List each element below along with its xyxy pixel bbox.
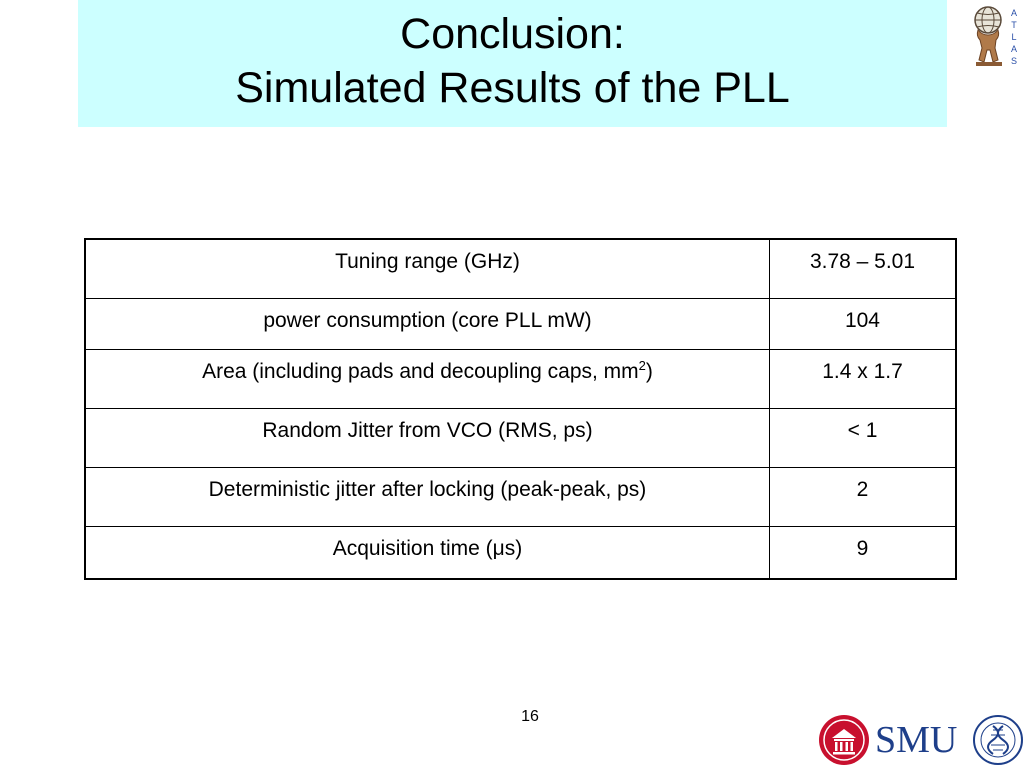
table-cell-label-text: Area (including pads and decoupling caps, mm (202, 359, 639, 383)
table-cell-value: 3.78 – 5.01 (769, 239, 956, 298)
smu-wordmark: SMU (875, 719, 958, 761)
table-cell-label: Deterministic jitter after locking (peak-peak, ps) (85, 467, 769, 526)
table-cell-value: 9 (769, 526, 956, 579)
svg-text:A: A (1010, 44, 1018, 54)
svg-text:T: T (1011, 20, 1017, 30)
slide-title-line-2: Simulated Results of the PLL (235, 63, 790, 112)
smu-seal-icon (818, 714, 870, 766)
table-cell-label-suffix: ) (645, 359, 653, 383)
table-cell-value: < 1 (769, 408, 956, 467)
pll-results-table (84, 238, 957, 580)
table-cell-label: Tuning range (GHz) (85, 239, 769, 298)
table-row (85, 526, 956, 579)
table-row (85, 239, 956, 298)
academia-sinica-seal-icon (973, 714, 1023, 766)
table-cell-value: 1.4 x 1.7 (769, 349, 956, 408)
page-number: 16 (521, 708, 539, 725)
table-cell-label: Acquisition time (μs) (85, 526, 769, 579)
superscript-2: 2 (638, 357, 646, 373)
table-row (85, 298, 956, 349)
svg-text:A: A (1010, 8, 1018, 18)
svg-text:S: S (1010, 56, 1018, 66)
table-cell-value: 104 (769, 298, 956, 349)
svg-text:L: L (1011, 32, 1017, 42)
table-cell-label: Random Jitter from VCO (RMS, ps) (85, 408, 769, 467)
table-row (85, 467, 956, 526)
table-cell-label (85, 349, 769, 408)
title-banner (78, 0, 947, 127)
table-row (85, 349, 956, 408)
atlas-logo-icon (968, 2, 1022, 68)
table-row (85, 408, 956, 467)
table-cell-label: power consumption (core PLL mW) (85, 298, 769, 349)
slide-title-line-1: Conclusion: (400, 9, 625, 58)
table-cell-value: 2 (769, 467, 956, 526)
